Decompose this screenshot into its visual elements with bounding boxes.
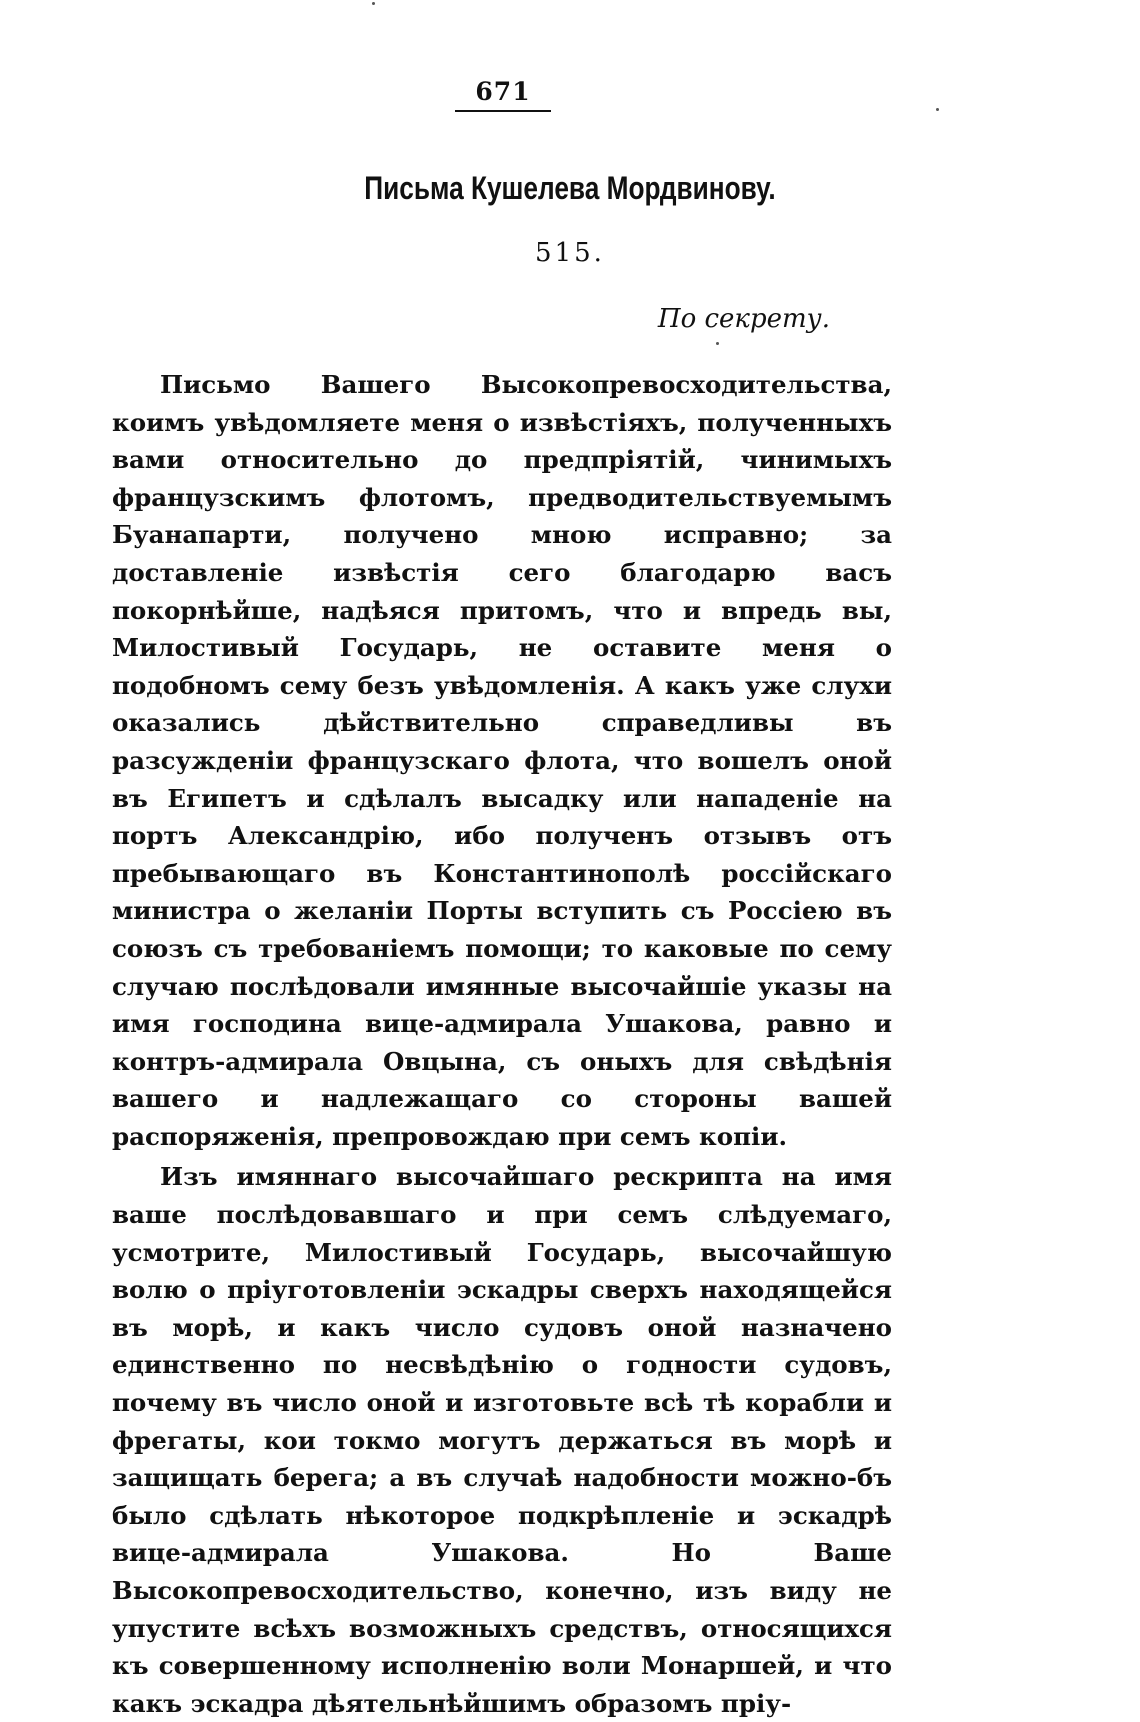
section-title: Письма Кушелева Мордвинову.: [364, 170, 776, 206]
marginal-note: По секрету.: [657, 304, 830, 334]
scan-speck: [716, 342, 719, 345]
paragraph-2: Изъ имяннаго высочайшаго рескрипта на имя ваше послѣдовавшаго и при семъ слѣдуемаго, усмотрите, Милостивый Государь, высочайшую волю о пріуготовленіи эскадры сверхъ находящейся въ морѣ, и какъ число судовъ оной назначено единственно по несвѣдѣнію о годности судовъ, почему въ число оной и изготовьте всѣ тѣ корабли и фрегаты, кои токмо могутъ держаться въ морѣ и защищать берега; а въ случаѣ надобности можно-бъ было сдѣлать нѣкоторое подкрѣпленіе и эскадрѣ вице-адмирала Ушакова. Но Ваше Высокопревосходительство, конечно, изъ виду не упустите всѣхъ возможныхъ средствъ, относящихся къ совершенному исполненію воли Монаршей, и что какъ эскадра дѣятельнѣйшимъ образомъ пріу-: [112, 1162, 892, 1718]
body-text: [112, 366, 892, 1722]
scan-speck: [936, 108, 939, 111]
page-number: 671: [455, 76, 551, 112]
paragraph-1: Письмо Вашего Высокопревосходительства, коимъ увѣдомляете меня о извѣстіяхъ, полученныхъ вами относительно до предпріятій, чинимыхъ французскимъ флотомъ, предводительствуемымъ Буанапарти, получено мною исправно; за доставленіе извѣстія сего благодарю васъ покорнѣйше, надѣяся притомъ, что и впредь вы, Милостивый Государь, не оставите меня о подобномъ сему безъ увѣдомленія. А какъ уже слухи оказались дѣйствительно справедливы въ разсужденіи французскаго флота, что вошелъ оной въ Египетъ и сдѣлалъ высадку или нападеніе на портъ Александрію, ибо полученъ отзывъ отъ пребывающаго въ Константинополѣ россійскаго министра о желаніи Порты вступить съ Россіею въ союзъ съ требованіемъ помощи; то каковые по сему случаю послѣдовали имянные высочайшіе указы на имя господина вице-адмирала Ушакова, равно и контръ-адмирала Овцына, съ оныхъ для свѣдѣнія вашего и надлежащаго со стороны вашей распоряженія, препровождаю при семъ копіи.: [112, 370, 892, 1151]
scan-speck: [372, 2, 375, 5]
document-number: 515.: [535, 238, 605, 268]
